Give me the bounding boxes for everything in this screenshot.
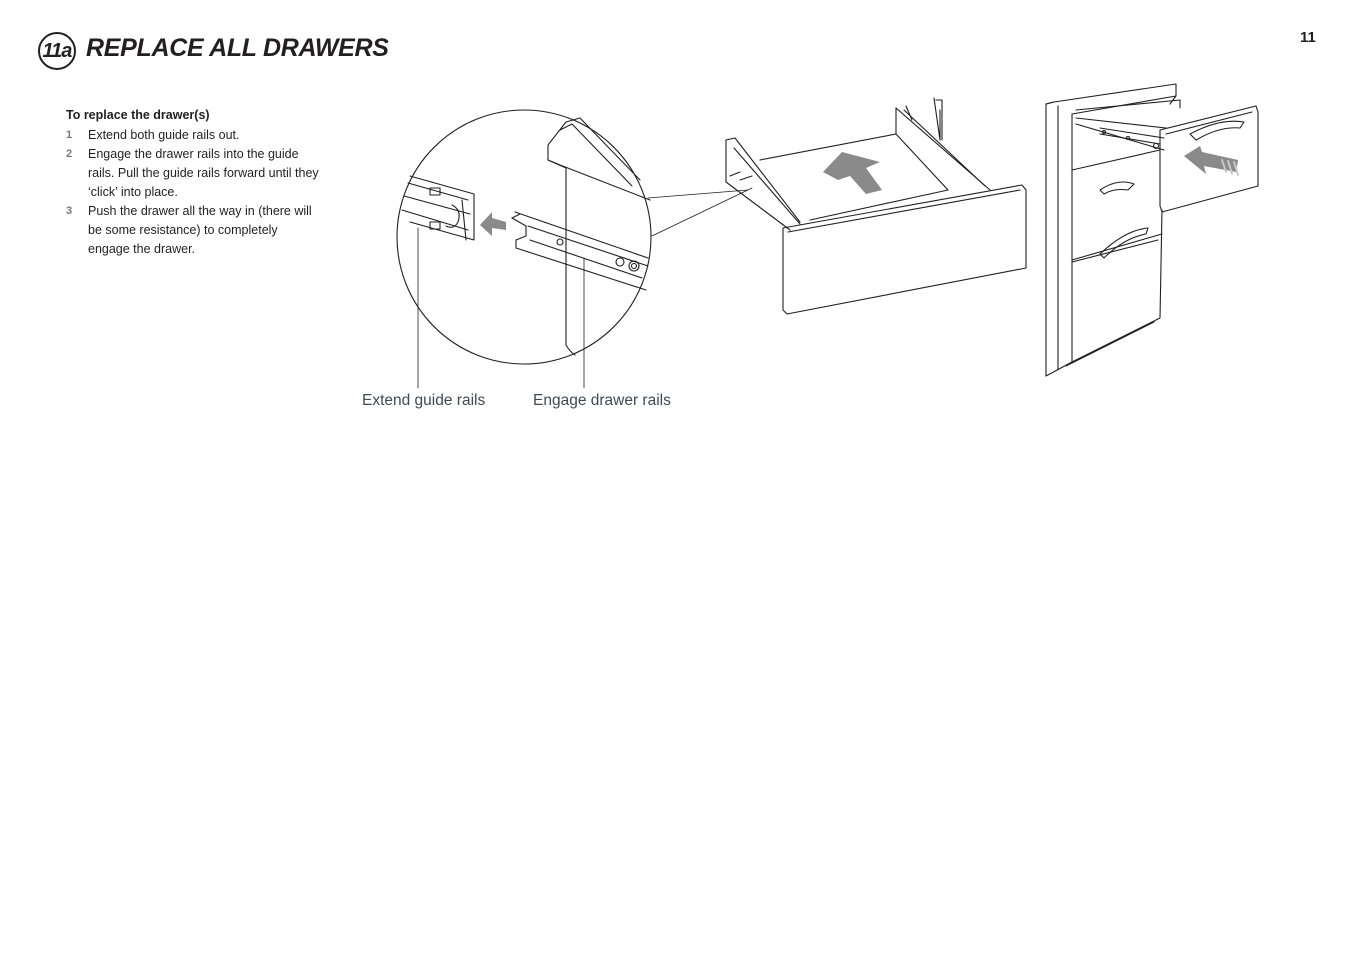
step-number: 3 xyxy=(66,205,73,217)
left-arrow-icon xyxy=(480,212,506,236)
step-text: Push the drawer all the way in (there will be some resistance) to completely engage the drawer. xyxy=(88,204,312,256)
push-arrow-icon xyxy=(823,152,882,194)
step-number: 1 xyxy=(66,129,73,141)
step-number: 2 xyxy=(66,148,73,160)
extended-drawer xyxy=(726,98,1026,314)
rail-detail-zoom xyxy=(397,110,651,364)
step-text: Engage the drawer rails into the guide rails. Pull the guide rails forward until they ‘click’ into place. xyxy=(88,147,319,199)
step-text: Extend both guide rails out. xyxy=(88,128,240,142)
instructions-heading: To replace the drawer(s) xyxy=(66,108,210,122)
step-badge: 11a xyxy=(38,32,76,70)
cabinet-drawers xyxy=(1046,84,1258,376)
callout-extend-guide-rails: Extend guide rails xyxy=(362,392,486,409)
section-title: REPLACE ALL DRAWERS xyxy=(86,34,389,62)
callout-engage-drawer-rails: Engage drawer rails xyxy=(533,392,671,409)
page-number: 11 xyxy=(1300,29,1316,46)
